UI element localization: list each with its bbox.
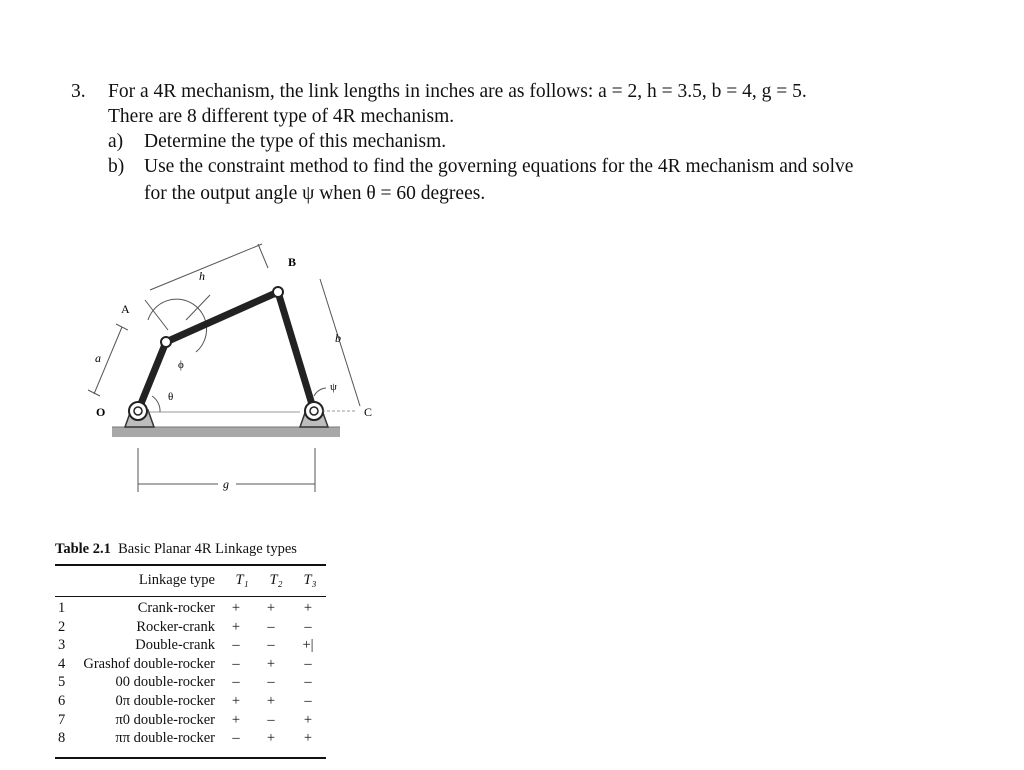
row-index: 5 bbox=[58, 674, 66, 691]
dimension-h-tick bbox=[258, 244, 268, 268]
dimension-a-tick-1 bbox=[88, 390, 100, 396]
row-linkage-type: Double-crank bbox=[135, 637, 215, 654]
row-t3: +| bbox=[302, 637, 314, 654]
table-caption-text: Basic Planar 4R Linkage types bbox=[118, 541, 297, 557]
table-row bbox=[55, 618, 327, 637]
part-b-text-2: for the output angle ψ when θ = 60 degrees. bbox=[144, 183, 486, 204]
row-t1: + bbox=[231, 600, 241, 616]
row-t1: + bbox=[231, 618, 241, 635]
row-index: 4 bbox=[58, 655, 66, 672]
label-phi: ϕ bbox=[178, 359, 184, 371]
theta-angle-arc bbox=[152, 396, 160, 412]
header-t1: T₁ bbox=[235, 571, 249, 588]
link-b bbox=[278, 292, 314, 411]
psi-angle-arc bbox=[314, 388, 326, 396]
problem-line-1: For a 4R mechanism, the link lengths in inches are as follows: a = 2, h = 3.5, b = 4, g = 5. bbox=[108, 81, 807, 102]
label-theta: θ bbox=[168, 391, 174, 403]
table-row bbox=[55, 711, 327, 730]
row-t1: + bbox=[231, 711, 241, 728]
header-linkage-type: Linkage type bbox=[138, 571, 215, 588]
table-bottom-rule bbox=[55, 757, 326, 759]
row-t2: + bbox=[266, 730, 276, 747]
table-row bbox=[55, 673, 327, 692]
table-caption bbox=[55, 538, 327, 560]
row-linkage-type: π0 double-rocker bbox=[115, 711, 215, 728]
table-row bbox=[55, 599, 327, 618]
table-row bbox=[55, 729, 327, 748]
part-a-label: a) bbox=[108, 131, 124, 152]
label-psi: ψ bbox=[330, 381, 337, 393]
row-t2: + bbox=[266, 655, 276, 672]
row-t2: – bbox=[267, 711, 275, 728]
row-t1: – bbox=[232, 674, 240, 691]
phi-reference-line bbox=[145, 300, 168, 330]
table-caption-number: Table 2.1 bbox=[55, 541, 111, 557]
row-t2: + bbox=[266, 692, 276, 709]
row-t1: – bbox=[232, 655, 240, 672]
table-body bbox=[55, 599, 327, 748]
row-t3: – bbox=[304, 655, 312, 672]
table-header-rule bbox=[55, 596, 326, 597]
row-index: 6 bbox=[58, 692, 66, 709]
ground-base bbox=[112, 427, 340, 437]
row-t2: – bbox=[267, 674, 275, 691]
row-linkage-type: Crank-rocker bbox=[137, 600, 215, 616]
row-linkage-type: 00 double-rocker bbox=[115, 674, 215, 691]
row-linkage-type: Rocker-crank bbox=[136, 618, 215, 635]
label-b: b bbox=[335, 331, 341, 345]
label-c-joint: C bbox=[364, 405, 373, 419]
label-b-joint: B bbox=[288, 255, 297, 269]
row-index: 3 bbox=[58, 637, 66, 654]
label-g: g bbox=[223, 477, 229, 491]
part-a-text: Determine the type of this mechanism. bbox=[144, 131, 447, 152]
row-index: 8 bbox=[58, 730, 66, 747]
label-o-joint: O bbox=[96, 405, 106, 419]
table-row bbox=[55, 692, 327, 711]
problem-number: 3. bbox=[71, 81, 86, 102]
table-row bbox=[55, 655, 327, 674]
table-header bbox=[55, 568, 327, 592]
part-b-label: b) bbox=[108, 156, 125, 177]
row-index: 1 bbox=[58, 600, 66, 616]
row-t2: – bbox=[267, 618, 275, 635]
problem-line-2: There are 8 different type of 4R mechanism. bbox=[108, 106, 455, 127]
pivot-c-inner bbox=[310, 407, 318, 415]
table-row bbox=[55, 636, 327, 655]
header-t3: T₃ bbox=[303, 571, 317, 588]
row-t3: – bbox=[304, 618, 312, 635]
row-t1: – bbox=[232, 637, 240, 654]
row-linkage-type: Grashof double-rocker bbox=[83, 655, 215, 672]
row-t3: – bbox=[304, 674, 312, 691]
row-t3: + bbox=[303, 600, 313, 616]
label-h: h bbox=[199, 269, 205, 283]
label-a: a bbox=[95, 351, 101, 365]
row-t1: – bbox=[232, 730, 240, 747]
pivot-o-inner bbox=[134, 407, 142, 415]
link-a bbox=[138, 342, 166, 411]
header-t2: T₂ bbox=[269, 571, 283, 588]
part-b-text: Use the constraint method to find the governing equations for the 4R mechanism and solve bbox=[144, 156, 854, 177]
row-index: 7 bbox=[58, 711, 66, 728]
label-a-joint: A bbox=[121, 302, 130, 316]
row-linkage-type: 0π double-rocker bbox=[115, 692, 215, 709]
dimension-h-line bbox=[150, 244, 262, 290]
linkage-types-table bbox=[55, 538, 327, 747]
row-t1: + bbox=[231, 692, 241, 709]
joint-b bbox=[273, 287, 283, 297]
row-index: 2 bbox=[58, 618, 66, 635]
dimension-a-tick-2 bbox=[116, 324, 128, 330]
joint-a bbox=[161, 337, 171, 347]
row-t3: + bbox=[303, 711, 313, 728]
h-extension-line bbox=[186, 295, 210, 320]
row-t3: – bbox=[304, 692, 312, 709]
row-t3: + bbox=[303, 730, 313, 747]
table-top-rule bbox=[55, 564, 326, 566]
row-t2: – bbox=[267, 637, 275, 654]
row-linkage-type: ππ double-rocker bbox=[115, 730, 215, 747]
row-t2: + bbox=[266, 600, 276, 616]
